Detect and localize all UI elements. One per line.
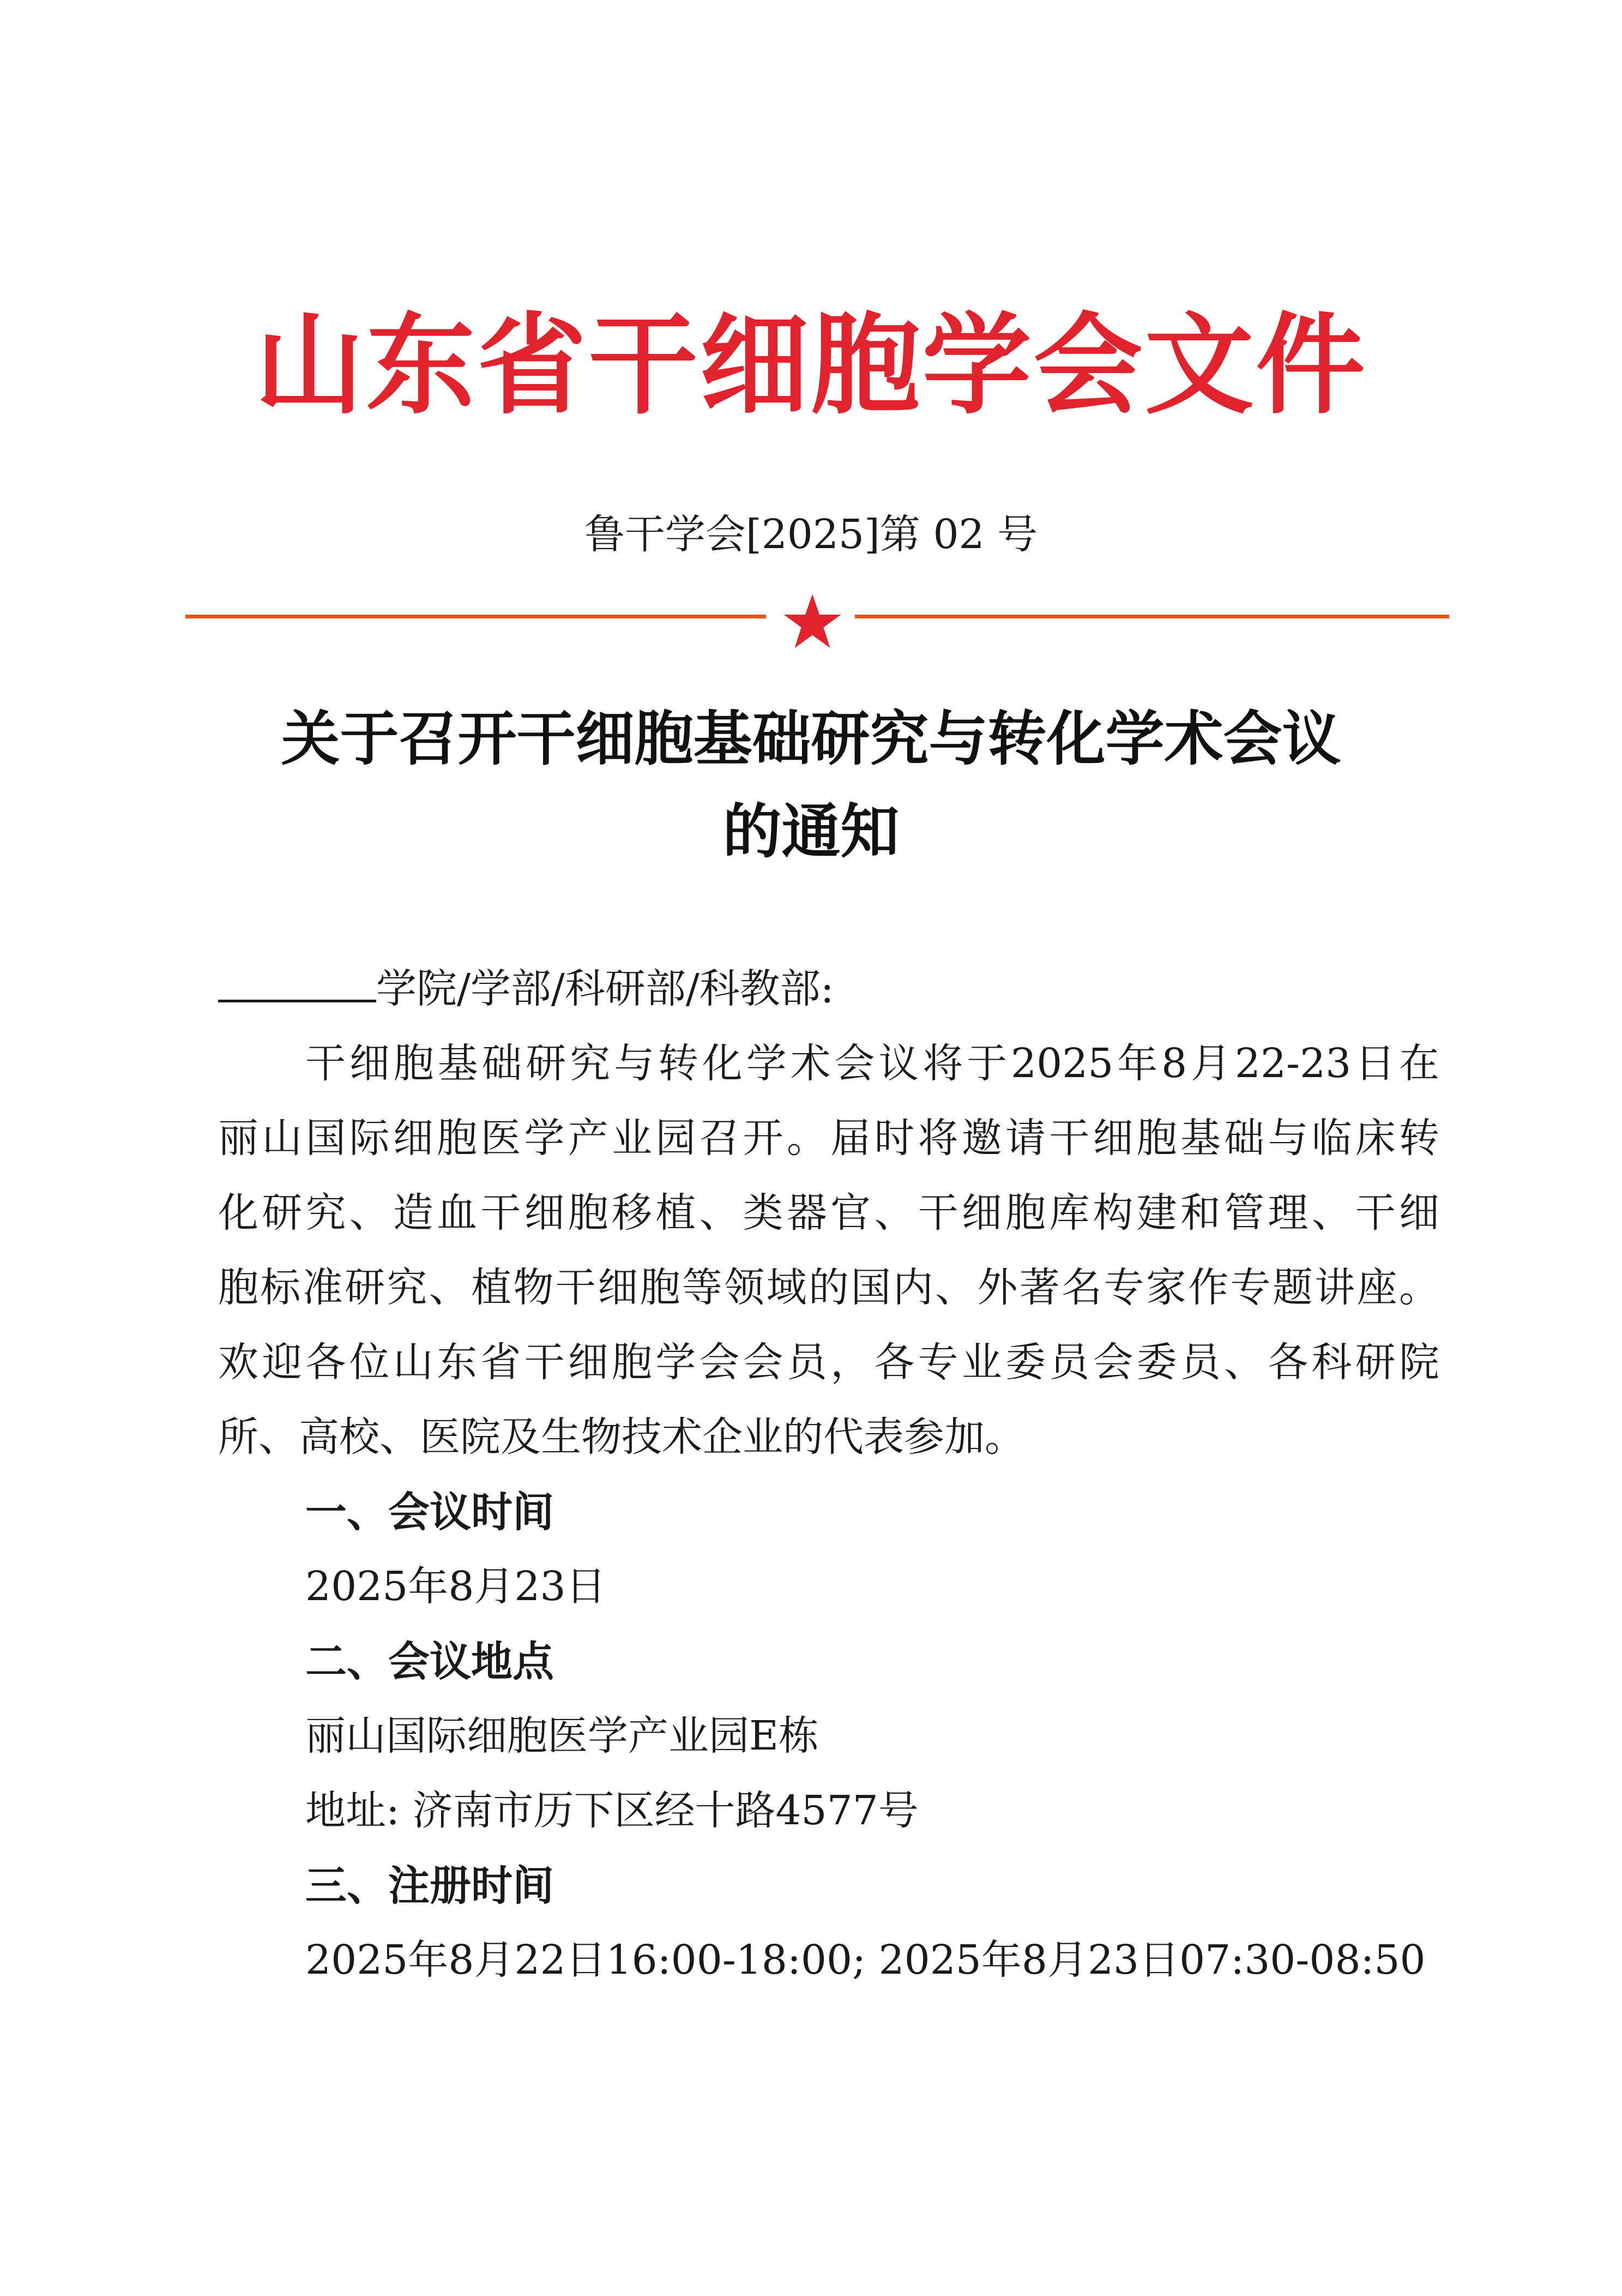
document-number: 鲁干学会[2025]第 02 号 [584,511,1038,558]
salutation-line [218,952,1439,1026]
intro-line-5: 欢迎各位山东省干细胞学会会员，各专业委员会委员、各科研院 [218,1339,1439,1386]
intro-line-6: 所、高校、医院及生物技术企业的代表参加。 [218,1414,1025,1460]
divider-rule-left [185,615,766,618]
intro-line-1: 干细胞基础研究与转化学术会议将于2025年8月22-23日在 [305,1040,1439,1087]
notice-title [0,693,1622,878]
notice-body [218,952,1439,1998]
masthead-title: 山东省干细胞学会文件 [255,301,1367,429]
divider-rule-right [855,615,1449,618]
meeting-venue: 丽山国际细胞医学产业园E栋 [305,1712,819,1759]
section-heading-time: 一、会议时间 [305,1488,554,1536]
meeting-address: 地址: 济南市历下区经十路4577号 [305,1787,919,1834]
section-heading-registration: 三、注册时间 [305,1861,554,1910]
notice-title-line-2: 的通知 [722,797,900,866]
recipient-blank [218,956,376,1002]
meeting-date: 2025年8月23日 [305,1563,606,1610]
red-star-icon [782,592,842,652]
section-heading-location: 二、会议地点 [305,1637,554,1686]
intro-line-4: 胞标准研究、植物干细胞等领域的国内、外著名专家作专题讲座。 [218,1264,1439,1311]
intro-line-2: 丽山国际细胞医学产业园召开。届时将邀请干细胞基础与临床转 [218,1115,1439,1162]
intro-line-3: 化研究、造血干细胞移植、类器官、干细胞库构建和管理、干细 [218,1189,1439,1236]
salutation-text: 学院/学部/科研部/科教部: [376,965,834,1012]
registration-times: 2025年8月22日16:00-18:00; 2025年8月23日07:30-08:50 [305,1937,1426,1984]
notice-title-line-1: 关于召开干细胞基础研究与转化学术会议 [281,705,1341,773]
